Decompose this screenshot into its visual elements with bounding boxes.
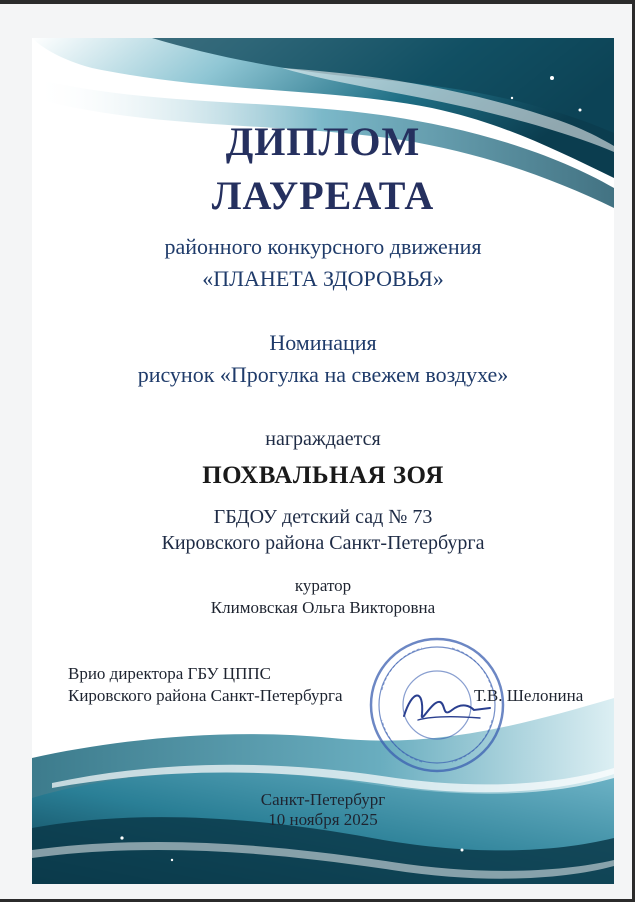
awardee-name: ПОХВАЛЬНАЯ ЗОЯ [202, 462, 444, 489]
signatory-title-line-1: Врио директора ГБУ ЦППС [68, 664, 271, 683]
competition-line-1: районного конкурсного движения [164, 234, 482, 259]
curator-name: Климовская Ольга Викторовна [210, 598, 436, 617]
signatory-title-line-2: Кировского района Санкт-Петербурга [68, 686, 343, 705]
curator-label: куратор [294, 576, 352, 595]
diploma-sheet [32, 38, 614, 884]
nomination-value: рисунок «Прогулка на свежем воздухе» [137, 362, 509, 387]
institution-line-1: ГБДОУ детский сад № 73 [213, 506, 433, 528]
signatory-name: Т.В. Шелонина [474, 686, 584, 705]
nomination-label: Номинация [269, 330, 377, 355]
city: Санкт-Петербург [260, 790, 386, 809]
institution-line-2: Кировского района Санкт-Петербурга [161, 532, 485, 554]
date: 10 ноября 2025 [268, 810, 378, 829]
title-laureate: ЛАУРЕАТА [211, 173, 435, 218]
title-diploma: ДИПЛОМ [225, 119, 421, 164]
scan-edge-top [0, 0, 635, 4]
awarded-label: награждается [265, 428, 381, 450]
competition-line-2: «ПЛАНЕТА ЗДОРОВЬЯ» [202, 266, 444, 291]
